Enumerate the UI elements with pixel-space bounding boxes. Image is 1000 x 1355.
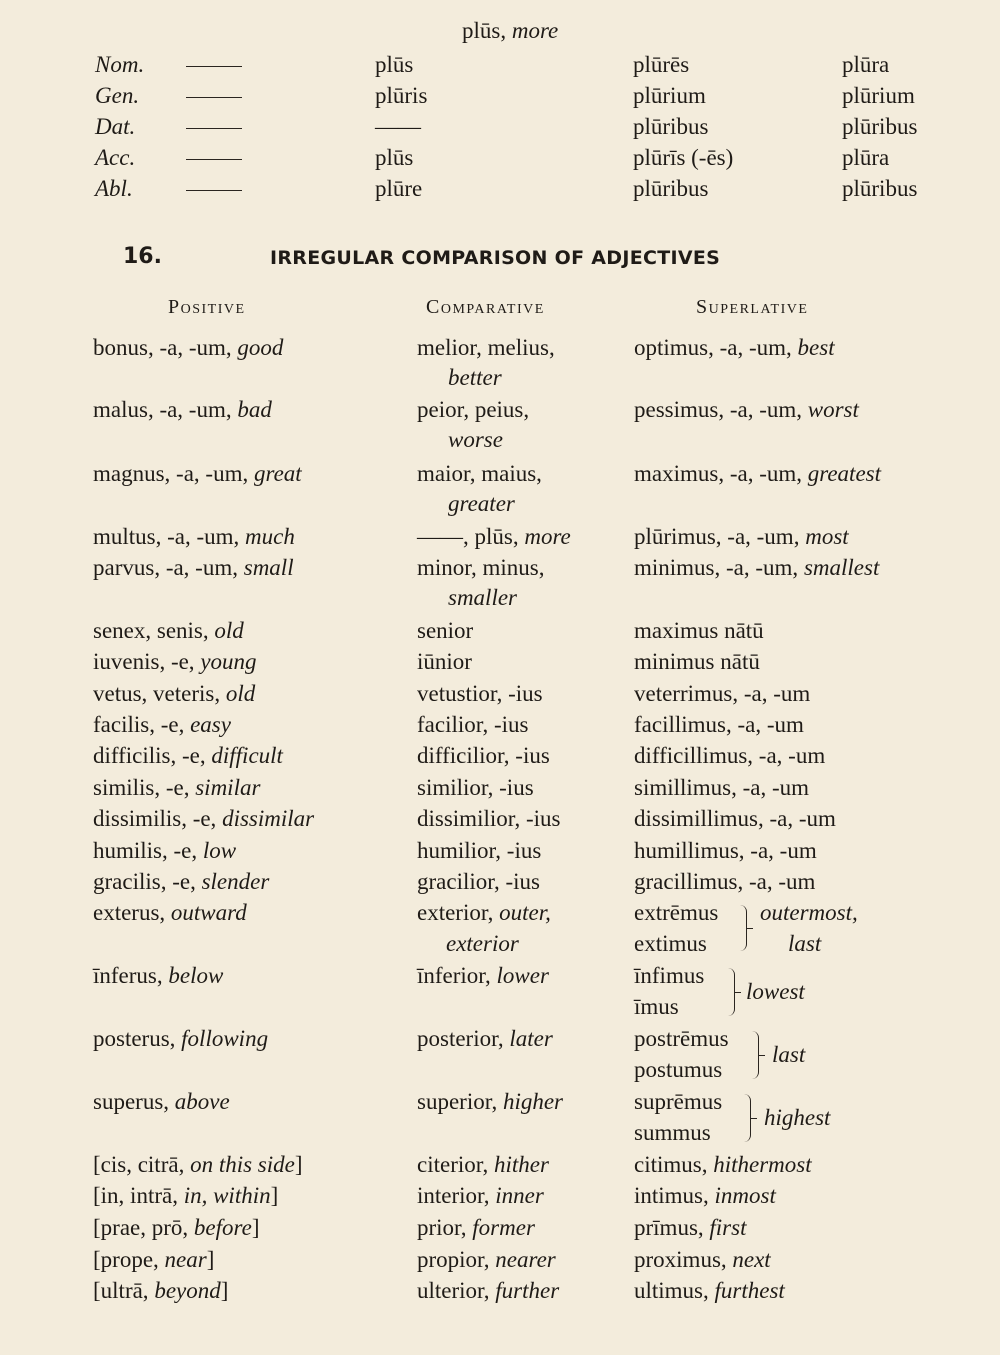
positive-form: iuvenis, -e, young [93,649,257,674]
positive-form: [prope, near] [93,1247,215,1272]
positive-form: superus, above [93,1089,230,1114]
case-pl-mf: plūrēs [633,52,690,77]
superlative-form: proximus, next [634,1247,771,1272]
superlative-form: gracillimus, -a, -um [634,869,816,894]
positive-form: [prae, prō, before] [93,1215,260,1240]
positive-form: similis, -e, similar [93,775,261,800]
plus-title-word: plūs, [462,18,507,43]
case-dash [186,128,242,129]
case-dash [186,97,242,98]
superlative-form: minimus, -a, -um, smallest [634,555,880,580]
column-header-comparative: Comparative [426,296,545,318]
superlative-form-2: postumus [634,1057,723,1082]
case-pl-mf: plūribus [633,176,709,201]
superlative-form: minimus nātū [634,649,760,674]
superlative-form: facillimus, -a, -um [634,712,804,737]
case-dash [186,66,242,67]
comparative-form: iūnior [417,649,472,674]
comparative-form: vetustior, -ius [417,681,543,706]
case-pl-mf: plūribus [633,114,709,139]
superlative-form: citimus, hithermost [634,1152,812,1177]
superlative-form: plūrimus, -a, -um, most [634,524,849,549]
comparative-form: similior, -ius [417,775,534,800]
comparative-form: exterior, outer, [417,900,551,925]
comparative-gloss: better [448,365,502,390]
positive-form: facilis, -e, easy [93,712,231,737]
positive-form: magnus, -a, -um, great [93,461,302,486]
case-pl-n: plūra [842,52,890,77]
superlative-form-2: summus [634,1120,711,1145]
case-pl-n: plūra [842,145,890,170]
positive-form: vetus, veteris, old [93,681,256,706]
brace [728,968,735,1016]
positive-form: gracilis, -e, slender [93,869,270,894]
superlative-form: maximus, -a, -um, greatest [634,461,881,486]
comparative-form: ulterior, further [417,1278,560,1303]
plus-title [462,18,558,44]
comparative-form: facilior, -ius [417,712,529,737]
comparative-form: posterior, later [417,1026,553,1051]
case-pl-mf: plūrium [633,83,706,108]
case-pl-n: plūrium [842,83,915,108]
comparative-form: maior, maius, [417,461,542,486]
plus-title-gloss: more [511,18,559,43]
superlative-form-1: suprēmus [634,1089,723,1114]
positive-form: bonus, -a, -um, good [93,335,284,360]
comparative-gloss: exterior [446,931,519,956]
superlative-form: dissimillimus, -a, -um [634,806,836,831]
superlative-form: intimus, inmost [634,1183,776,1208]
section-number: 16. [123,244,162,269]
case-dash [186,190,242,191]
column-header-positive: Positive [168,296,246,318]
brace [752,1031,759,1079]
positive-form: [in, intrā, in, within] [93,1183,279,1208]
superlative-form: difficillimus, -a, -um [634,743,826,768]
positive-form: malus, -a, -um, bad [93,397,272,422]
positive-form: difficilis, -e, difficult [93,743,283,768]
superlative-gloss: outermost, [760,900,858,925]
superlative-gloss: lowest [746,979,805,1004]
positive-form: exterus, outward [93,900,247,925]
superlative-form: ultimus, furthest [634,1278,785,1303]
superlative-form: maximus nātū [634,618,764,643]
column-header-superlative: Superlative [696,296,809,318]
case-pl-mf: plūrīs (-ēs) [633,145,734,170]
comparative-form: senior [417,618,474,643]
superlative-form: humillimus, -a, -um [634,838,817,863]
comparative-form: peior, peius, [417,397,530,422]
comparative-form: dissimilior, -ius [417,806,561,831]
case-dash [186,159,242,160]
positive-form: posterus, following [93,1026,269,1051]
positive-form: [ultrā, beyond] [93,1278,229,1303]
case-label: Nom. [95,52,145,77]
comparative-form: gracilior, -ius [417,869,540,894]
comparative-form: īnferior, lower [417,963,549,988]
case-sg: plūre [375,176,423,201]
section-title: IRREGULAR COMPARISON OF ADJECTIVES [270,247,721,269]
superlative-form: veterrimus, -a, -um [634,681,811,706]
positive-form: dissimilis, -e, dissimilar [93,806,315,831]
case-pl-n: plūribus [842,176,918,201]
superlative-gloss: highest [764,1105,831,1130]
case-pl-n: plūribus [842,114,918,139]
comparative-form: difficilior, -ius [417,743,550,768]
comparative-form: superior, higher [417,1089,564,1114]
positive-form: multus, -a, -um, much [93,524,295,549]
superlative-form-2: īmus [634,994,679,1019]
brace [740,905,747,951]
comparative-form: humilior, -ius [417,838,542,863]
superlative-gloss: last [772,1042,806,1067]
case-label: Gen. [95,83,140,108]
comparative-form: prior, former [417,1215,535,1240]
comparative-form: melior, melius, [417,335,555,360]
comparative-form: citerior, hither [417,1152,549,1177]
brace [744,1094,751,1142]
case-sg: —— [375,114,421,139]
positive-form: senex, senis, old [93,618,244,643]
case-label: Acc. [95,145,136,170]
superlative-form-1: postrēmus [634,1026,729,1051]
case-label: Abl. [95,176,133,201]
superlative-form: prīmus, first [634,1215,747,1240]
superlative-form: optimus, -a, -um, best [634,335,835,360]
positive-form: īnferus, below [93,963,224,988]
case-sg: plūs [375,145,414,170]
superlative-form: simillimus, -a, -um [634,775,810,800]
superlative-gloss-2: last [788,931,822,956]
superlative-form-1: īnfimus [634,963,705,988]
superlative-form: pessimus, -a, -um, worst [634,397,859,422]
comparative-gloss: smaller [448,585,517,610]
comparative-form: minor, minus, [417,555,545,580]
positive-form: [cis, citrā, on this side] [93,1152,303,1177]
positive-form: humilis, -e, low [93,838,237,863]
case-sg: plūs [375,52,414,77]
comparative-form: propior, nearer [417,1247,556,1272]
comparative-form: ——, plūs, more [417,524,571,549]
case-sg: plūris [375,83,428,108]
superlative-form-1: extrēmus [634,900,719,925]
positive-form: parvus, -a, -um, small [93,555,294,580]
comparative-gloss: worse [448,427,503,452]
case-label: Dat. [95,114,136,139]
comparative-gloss: greater [448,491,515,516]
comparative-form: interior, inner [417,1183,544,1208]
superlative-form-2: extimus [634,931,707,956]
